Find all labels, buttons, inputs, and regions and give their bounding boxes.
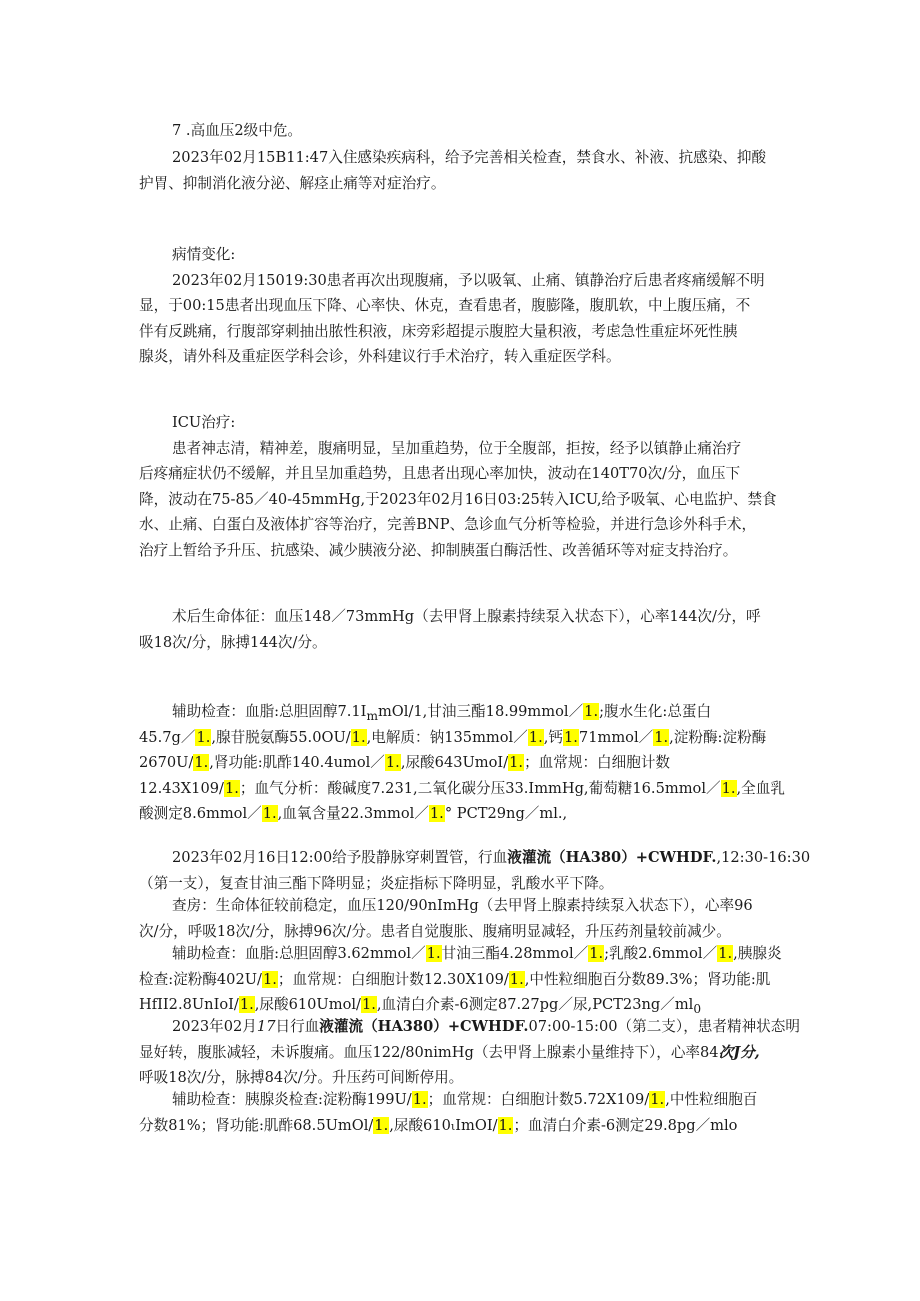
highlight-mark: 1. — [654, 728, 669, 746]
cont2-line-3: 呼吸18次/分，脉搏84次/分。升压药可间断停用。 — [139, 1069, 464, 1087]
change-line-2: 显，于00:15患者出现血压下降、心率快、休克，查看患者，腹膨隆，腹肌软，中上腹压痛，不 — [139, 297, 751, 315]
highlight-mark: 1. — [718, 945, 733, 962]
icu-line-2: 后疼痛症状仍不缓解，并且呈加重趋势，且患者出现心率加快，波动在140T70次/分，血压下 — [139, 465, 741, 483]
highlight-mark: 1. — [429, 805, 444, 823]
admission-line-1: 2023年02月15B11:47入住感染疾病科，给予完善相关检查，禁食水、补液、抗感染、抑酸 — [172, 149, 767, 166]
cont2-line-2: 显好转，腹胀减轻，未诉腹痛。血压122/80nimHg（去甲肾上腺素小量维持下），心率84次J分, — [139, 1043, 760, 1061]
highlight-mark: 1. — [509, 754, 524, 772]
subscript-text: 0 — [693, 1002, 702, 1017]
treatment-day2-paragraph — [139, 1014, 800, 1091]
icu-line-3: 降，波动在75-85／40-45mmHg,于2023年02月16日03:25转入ICU,给予吸氧、心电监护、禁食 — [139, 490, 777, 508]
cont1-line-2: （第一支），复查甘油三酯下降明显；炎症指标下降明显，乳酸水平下降。 — [139, 874, 614, 892]
icu-line-5: 治疗上暂给予升压、抗感染、减少胰液分泌、抑制胰蛋白酶活性、改善循环等对症支持治疗。 — [139, 541, 738, 559]
highlight-mark: 1. — [589, 945, 604, 962]
change-line-4: 腺炎，请外科及重症医学科会诊，外科建议行手术治疗，转入重症医学科。 — [139, 348, 621, 366]
aux2-line-3: HfII2.8UnIoI/1.,尿酸610Umol/1.,血清白介素-6测定87.27pg／尿$,PCT23ng/ml_0$ — [139, 996, 702, 1017]
highlight-mark: 1. — [351, 728, 366, 746]
highlight-mark: 1. — [194, 754, 209, 772]
condition-change-section — [139, 242, 784, 370]
aux-exam-3-paragraph — [139, 1087, 784, 1138]
diagnosis-item — [139, 118, 784, 144]
cont1-line-1: 2023年02月16日12:00给予股静脉穿刺置管，行血液灌流（HA380）+CWHDF.,12:30-16:30 — [172, 849, 811, 866]
change-line-1: 2023年02月15019:30患者再次出现腹痛，予以吸氧、止痛、镇静治疗后患者疼痛缓解不明 — [172, 271, 765, 289]
aux-exam-1-paragraph — [139, 699, 784, 827]
diagnosis-line: 7 .高血压2级中危。 — [172, 122, 303, 139]
aux3-line-2: 分数81%；肾功能:肌酢68.5UmOl/1.,尿酸610ιImOI/1.；血清白介素-6测定29.8pg／mlo — [139, 1116, 738, 1134]
highlight-mark: 1. — [262, 805, 277, 823]
postop-line-2: 吸18次/分，脉搏144次/分。 — [139, 633, 327, 651]
highlight-mark: 1. — [239, 996, 254, 1014]
treatment-day1-paragraph — [139, 845, 811, 896]
highlight-mark: 1. — [528, 728, 543, 746]
highlight-mark: 1. — [509, 970, 524, 988]
section-heading-condition-change: 病情变化: — [172, 246, 236, 263]
highlight-mark: 1. — [385, 754, 400, 772]
aux1-line-1: 辅助检查：血脂:总胆固醇$7.1I_mmOl/1$,甘油三酯18.99mmol／1.;腹水生化:总蛋白 — [172, 703, 712, 723]
highlight-mark: 1. — [224, 779, 239, 797]
highlight-mark: 1. — [584, 703, 599, 720]
highlight-mark: 1. — [426, 945, 441, 962]
highlight-mark: 1. — [721, 779, 736, 797]
aux2-line-2: 检查:淀粉酶402U/1.；血常规：白细胞计数12.30X109/1.,中性粒细胞百分数89.3%；肾功能:肌 — [139, 970, 771, 988]
postop-line-1: 术后生命体征：血压148／73mmHg（去甲肾上腺素持续泵入状态下），心率144次/分，呼 — [172, 608, 761, 625]
cont2-line-1: 2023年02月17日行血液灌流（HA380）+CWHDF.07:00-15:00（第二支），患者精神状态明 — [172, 1018, 800, 1035]
aux1-line-5: 酸测定8.6mmol／1.,血氧含量22.3mmol／1.° PCT29ng／ml., — [139, 805, 568, 823]
aux1-line-4: 12.43X109/1.；血气分析：酸碱度7.231,二氧化碳分压33.ImmHg,葡萄糖16.5mmol／1.,全血乳 — [139, 779, 785, 797]
highlight-mark: 1. — [374, 1116, 389, 1134]
section-heading-icu: ICU治疗: — [172, 414, 236, 431]
icu-line-4: 水、止痛、白蛋白及液体扩容等治疗，完善BNP、急诊血气分析等检验，并进行急诊外科手术， — [139, 516, 757, 534]
highlight-mark: 1. — [361, 996, 376, 1014]
admission-line-2: 护胃、抑制消化液分泌、解痉止痛等对症治疗。 — [139, 174, 446, 192]
admission-paragraph — [139, 145, 784, 196]
postop-vitals-paragraph — [139, 604, 784, 655]
highlight-mark: 1. — [498, 1116, 513, 1134]
subscript-text: m — [366, 708, 378, 723]
highlight-mark: 1. — [196, 728, 211, 746]
highlight-mark: 1. — [563, 728, 578, 746]
aux-exam-2-paragraph — [139, 941, 784, 1018]
highlight-mark: 1. — [262, 970, 277, 988]
aux1-line-2: 45.7g／1.,腺苷脱氨酶55.0OU/1.,电解质：钠135mmol／1.,钙1.71mmol／1.,淀粉酶:淀粉酶 — [139, 728, 767, 746]
round-line-2: 次/分，呼吸18次/分，脉搏96次/分。患者自觉腹胀、腹痛明显减轻，升压药剂量较前减少。 — [139, 922, 731, 940]
highlight-mark: 1. — [412, 1091, 427, 1108]
icu-treatment-section — [139, 410, 784, 564]
change-line-3: 伴有反跳痛，行腹部穿刺抽出脓性积液，床旁彩超提示腹腔大量积液，考虑急性重症坏死性胰 — [139, 322, 738, 340]
aux1-line-3: 2670U/1.,肾功能:肌酢140.4umol／1.,尿酸643UmoI/1.；血常规：白细胞计数 — [139, 754, 671, 772]
round-line-1: 查房：生命体征较前稳定，血压120/90nImHg（去甲肾上腺素持续泵入状态下），心率96 — [172, 897, 753, 914]
ward-round-paragraph — [139, 893, 784, 944]
highlight-mark: 1. — [650, 1091, 665, 1108]
aux3-line-1: 辅助检查：胰腺炎检查:淀粉酶199U/1.；血常规：白细胞计数5.72X109/1.,中性粒细胞百 — [172, 1091, 758, 1108]
icu-line-1: 患者神志清，精神差，腹痛明显，呈加重趋势，位于全腹部，拒按，经予以镇静止痛治疗 — [172, 439, 742, 457]
aux2-line-1: 辅助检查：血脂:总胆固醇3.62mmol／1.甘油三酯4.28mmol／1.;乳酸2.6mmol／1.,胰腺炎 — [172, 945, 782, 962]
